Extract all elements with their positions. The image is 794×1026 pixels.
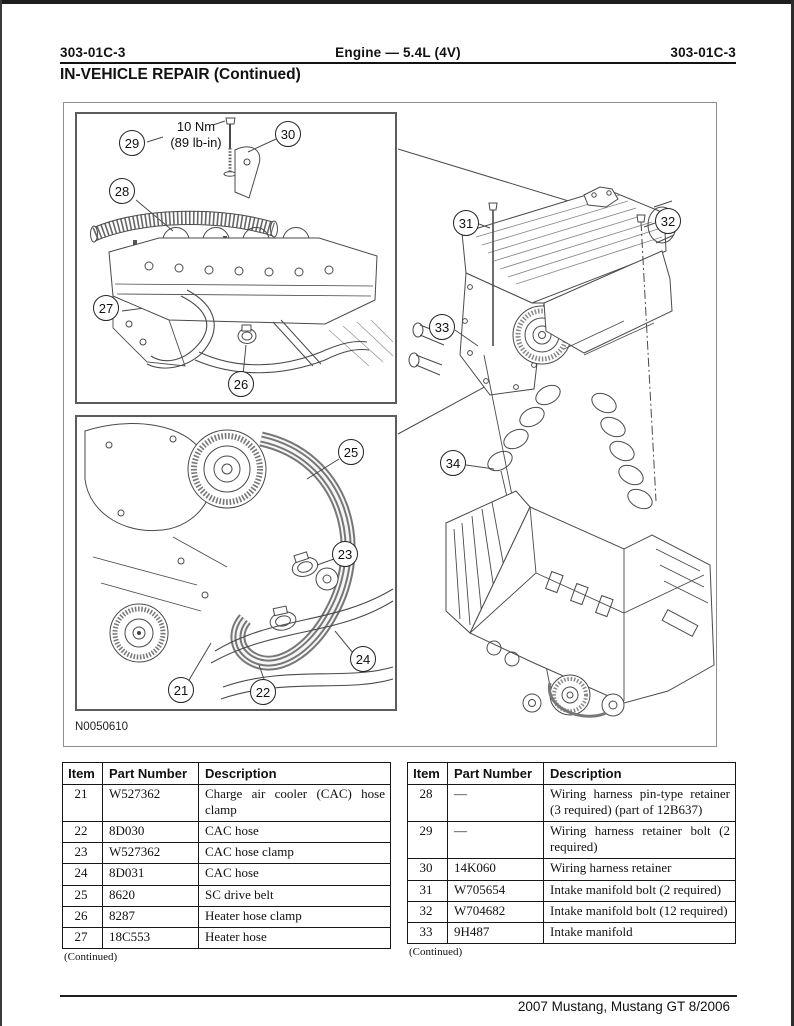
cell-desc: Heater hose clamp	[199, 906, 391, 927]
cell-item: 33	[408, 922, 448, 943]
parts-row-27	[63, 927, 391, 948]
parts-row-31	[408, 880, 736, 901]
cell-desc: Wiring harness retainer	[544, 859, 736, 880]
scan-edge-top	[0, 0, 794, 4]
scan-edge-left	[0, 0, 2, 1026]
parts-row-29	[408, 822, 736, 859]
cell-part: W704682	[448, 901, 544, 922]
cell-part: W527362	[103, 843, 199, 864]
callout-25: 25	[338, 439, 364, 465]
parts-row-30	[408, 859, 736, 880]
cell-part: 8287	[103, 906, 199, 927]
callout-21: 21	[168, 677, 194, 703]
callout-28: 28	[109, 178, 135, 204]
callout-33: 33	[429, 314, 455, 340]
continued-note-right: (Continued)	[409, 945, 463, 958]
cell-item: 29	[408, 822, 448, 859]
column-header-item: Item	[408, 763, 448, 785]
cell-part: 8620	[103, 885, 199, 906]
callout-22: 22	[250, 679, 276, 705]
cell-part: —	[448, 822, 544, 859]
column-header-description: Description	[199, 763, 391, 785]
callout-32: 32	[655, 208, 681, 234]
cell-part: —	[448, 785, 544, 822]
parts-tables	[62, 762, 736, 963]
cell-item: 23	[63, 843, 103, 864]
torque-value-lbin: (89 lb-in)	[170, 134, 222, 150]
section-title: IN-VEHICLE REPAIR (Continued)	[60, 66, 301, 83]
page-header	[60, 45, 736, 60]
torque-value-nm: 10 Nm	[176, 119, 216, 134]
parts-row-26	[63, 906, 391, 927]
footer-text: 2007 Mustang, Mustang GT 8/2006	[517, 999, 730, 1014]
cell-item: 24	[63, 864, 103, 885]
cell-part: 18C553	[103, 927, 199, 948]
callout-31: 31	[453, 210, 479, 236]
callout-34: 34	[440, 450, 466, 476]
cell-desc: Heater hose	[199, 927, 391, 948]
cell-item: 21	[63, 785, 103, 822]
parts-table-left	[62, 762, 391, 949]
cell-desc: Charge air cooler (CAC) hose clamp	[199, 785, 391, 822]
cell-part: W527362	[103, 785, 199, 822]
cell-desc: Wiring harness pin-type retainer (3 required) (part of 12B637)	[544, 785, 736, 822]
parts-row-21	[63, 785, 391, 822]
callout-26: 26	[228, 371, 254, 397]
parts-table-left-wrap	[62, 762, 390, 963]
column-header-part-number: Part Number	[448, 763, 544, 785]
header-rule	[60, 62, 736, 64]
footer-rule	[60, 995, 737, 997]
cell-part: 8D031	[103, 864, 199, 885]
figure-panel	[63, 102, 717, 747]
cell-item: 27	[63, 927, 103, 948]
cell-part: 14K060	[448, 859, 544, 880]
cell-item: 25	[63, 885, 103, 906]
callout-layer	[64, 103, 716, 746]
callout-30: 30	[275, 121, 301, 147]
table-header-row	[63, 763, 391, 785]
column-header-description: Description	[544, 763, 736, 785]
parts-row-22	[63, 822, 391, 843]
cell-item: 31	[408, 880, 448, 901]
cell-desc: CAC hose	[199, 822, 391, 843]
continued-note-left: (Continued)	[64, 950, 118, 963]
parts-row-25	[63, 885, 391, 906]
cell-part: 8D030	[103, 822, 199, 843]
column-header-item: Item	[63, 763, 103, 785]
cell-desc: Wiring harness retainer bolt (2 required)	[544, 822, 736, 859]
parts-row-32	[408, 901, 736, 922]
parts-row-23	[63, 843, 391, 864]
column-header-part-number: Part Number	[103, 763, 199, 785]
cell-desc: SC drive belt	[199, 885, 391, 906]
cell-desc: Intake manifold bolt (2 required)	[544, 880, 736, 901]
cell-part: 9H487	[448, 922, 544, 943]
page-title: Engine — 5.4L (4V)	[335, 45, 461, 60]
callout-29: 29	[119, 130, 145, 156]
header-right-code: 303-01C-3	[670, 45, 736, 60]
cell-part: W705654	[448, 880, 544, 901]
parts-table-right	[407, 762, 736, 944]
figure-id: N0050610	[75, 721, 129, 733]
cell-item: 28	[408, 785, 448, 822]
callout-27: 27	[93, 295, 119, 321]
callout-24: 24	[350, 646, 376, 672]
parts-table-right-wrap	[407, 762, 735, 958]
cell-desc: Intake manifold bolt (12 required)	[544, 901, 736, 922]
table-header-row	[408, 763, 736, 785]
header-left-code: 303-01C-3	[60, 45, 126, 60]
cell-desc: Intake manifold	[544, 922, 736, 943]
cell-item: 22	[63, 822, 103, 843]
parts-row-33	[408, 922, 736, 943]
callout-23: 23	[332, 541, 358, 567]
cell-item: 32	[408, 901, 448, 922]
cell-item: 26	[63, 906, 103, 927]
cell-item: 30	[408, 859, 448, 880]
parts-row-24	[63, 864, 391, 885]
parts-row-28	[408, 785, 736, 822]
cell-desc: CAC hose	[199, 864, 391, 885]
cell-desc: CAC hose clamp	[199, 843, 391, 864]
